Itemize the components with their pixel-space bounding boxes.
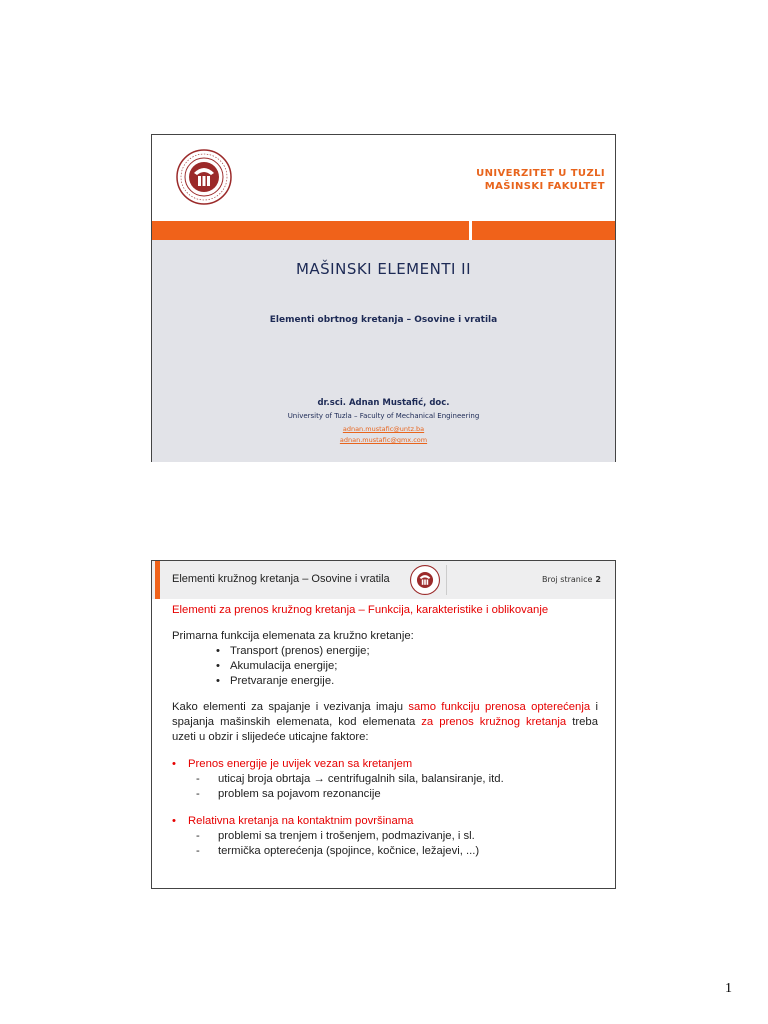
factor-detail-list [172, 772, 598, 802]
author-name: dr.sci. Adnan Mustafić, doc. [317, 398, 450, 408]
list-item: • Akumulacija energije; [216, 659, 598, 674]
university-line: UNIVERZITET U TUZLI [476, 168, 605, 179]
factor-heading: • Prenos energije je uvijek vezan sa kretanjem [172, 757, 598, 772]
list-item: - uticaj broja obrtaja → centrifugalnih sila, balansiranje, itd. [194, 772, 598, 787]
document-page-number: 1 [725, 981, 732, 996]
university-name [476, 167, 605, 193]
list-item: • Pretvaranje energije. [216, 674, 598, 689]
email-link-secondary[interactable]: adnan.mustafic@gmx.com [339, 436, 428, 444]
university-seal-icon [410, 565, 440, 595]
author-affiliation: University of Tuzla – Faculty of Mechanical Engineering [287, 412, 480, 420]
slide-page-indicator [542, 575, 601, 584]
paragraph-text: Kako elementi za spajanje i vezivanja imaju [172, 701, 409, 713]
slide-header-title: Elementi kružnog kretanja – Osovine i vratila [172, 573, 390, 585]
section-heading: Elementi za prenos kružnog kretanja – Funkcija, karakteristike i oblikovanje [172, 604, 549, 616]
factor-heading: • Relativna kretanja na kontaktnim površinama [172, 814, 598, 829]
highlighted-text: za prenos kružnog kretanja [421, 716, 567, 728]
slide-subtitle: Elementi obrtnog kretanja – Osovine i vratila [269, 315, 498, 325]
paragraph-text: i spajanja mašinskih elemenata, kod elemenata [172, 701, 598, 728]
email-link-primary[interactable]: adnan.mustafic@untz.ba [342, 425, 425, 433]
slide-content [172, 603, 598, 859]
header-accent-bar [155, 561, 160, 599]
page-label: Broj stranice [542, 575, 593, 584]
faculty-line: MAŠINSKI FAKULTET [484, 181, 605, 192]
list-item: • Transport (prenos) energije; [216, 644, 598, 659]
list-item: - termička opterećenja (spojince, kočnice, ležajevi, ...) [194, 844, 598, 859]
function-list [172, 644, 598, 689]
title-slide [151, 134, 616, 462]
factor-detail-list [172, 829, 598, 859]
orange-band [152, 221, 615, 240]
band-divider [469, 221, 472, 240]
header-separator [446, 565, 447, 595]
content-slide [151, 560, 616, 889]
highlighted-text: samo funkciju prenosa opterećenja [408, 701, 591, 713]
intro-text: Primarna funkcija elemenata za kružno kretanje: [172, 630, 414, 642]
slide-page-number: 2 [595, 575, 601, 584]
body-paragraph [172, 700, 598, 745]
university-seal-icon [176, 149, 232, 205]
list-item: - problem sa pojavom rezonancije [194, 787, 598, 802]
slide-title: MAŠINSKI ELEMENTI II [295, 260, 472, 278]
list-item: - problemi sa trenjem i trošenjem, podmazivanje, i sl. [194, 829, 598, 844]
paragraph-text: treba uzeti u obzir i slijedeće uticajne faktore: [172, 716, 598, 743]
